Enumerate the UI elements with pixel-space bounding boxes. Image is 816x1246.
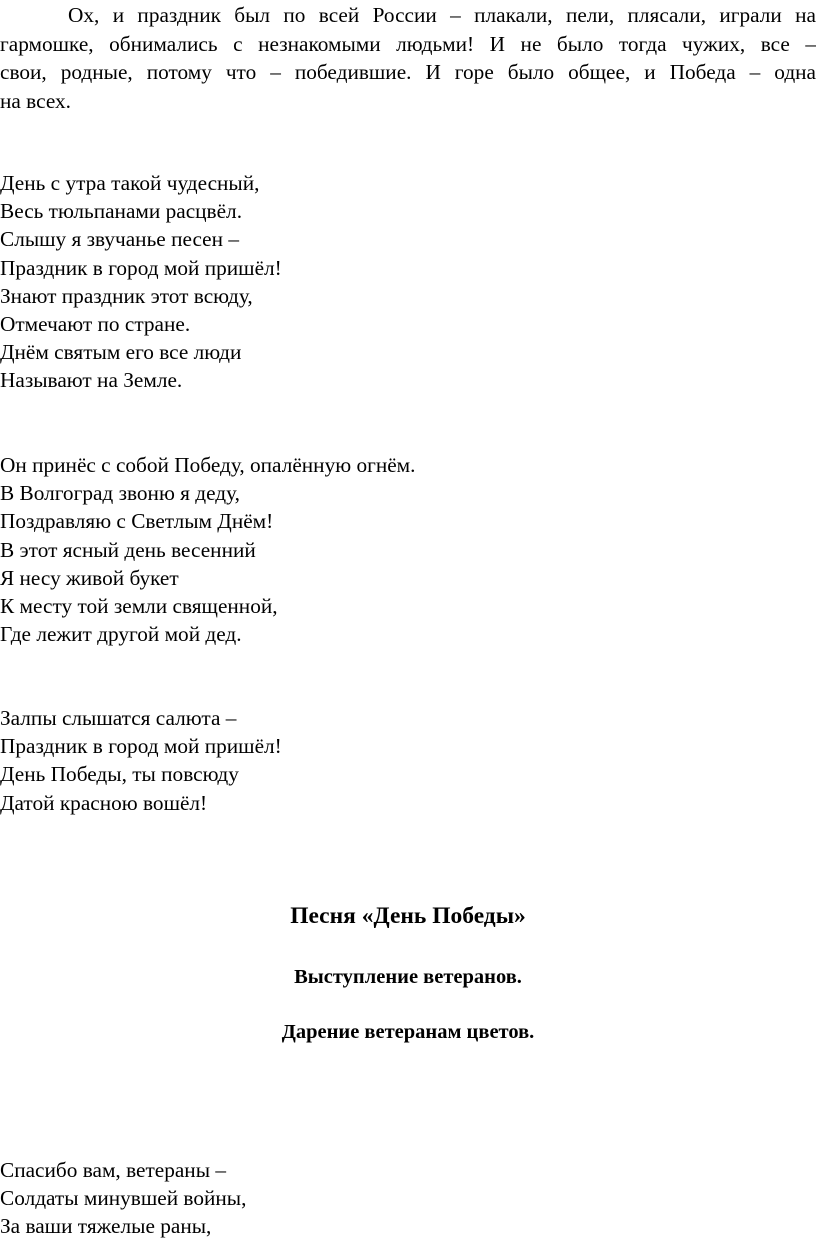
poem-line: Спасибо вам, ветераны – (0, 1158, 226, 1182)
veterans-heading: Выступление ветеранов. (294, 966, 522, 988)
poem-line: Солдаты минувшей войны, (0, 1186, 247, 1211)
intro-line: Ох, и праздник был по всей России – плакали, пели, плясали, играли на (68, 3, 816, 27)
intro-line: свои, родные, потому что – победившие. И горе было общее, и Победа – одна (0, 60, 816, 85)
poem-line: Залпы слышатся салюта – (0, 706, 237, 730)
poem-line: День Победы, ты повсюду (0, 762, 239, 787)
poem-line: Знают праздник этот всюду, (0, 283, 253, 308)
intro-line: гармошке, обнимались с незнакомыми людьми! И не было тогда чужих, все – (0, 31, 816, 56)
poem-line: Праздник в город мой пришёл! (0, 734, 282, 759)
poem-line: Поздравляю с Светлым Днём! (0, 509, 274, 534)
poem-line: Слышу я звучанье песен – (0, 227, 239, 252)
poem-line: Днём святым его все люди (0, 340, 242, 365)
poem-line: В Волгоград звоню я деду, (0, 481, 240, 506)
poem-stanza-3 (0, 704, 282, 817)
poem-line: Весь тюльпанами расцвёл. (0, 199, 243, 224)
poem-line: Отмечают по стране. (0, 312, 191, 337)
poem-line: Где лежит другой мой дед. (0, 622, 242, 647)
poem-line: Праздник в город мой пришёл! (0, 255, 282, 280)
intro-paragraph (0, 1, 816, 115)
poem-line: Датой красною вошёл! (0, 790, 208, 815)
poem-stanza-4 (0, 1156, 246, 1241)
poem-stanza-2 (0, 451, 416, 648)
poem-line: День с утра такой чудесный, (0, 171, 260, 195)
poem-line: К месту той земли священной, (0, 594, 278, 619)
intro-line: на всех. (0, 88, 71, 113)
poem-stanza-1 (0, 169, 282, 395)
poem-line: За ваши тяжелые раны, (0, 1214, 212, 1239)
song-heading: Песня «День Победы» (290, 903, 526, 929)
poem-line: Он принёс с собой Победу, опалённую огнём. (0, 453, 416, 477)
poem-line: Я несу живой букет (0, 565, 179, 590)
poem-line: В этот ясный день весенний (0, 537, 256, 562)
flowers-heading: Дарение ветеранам цветов. (281, 1021, 535, 1043)
poem-line: Называют на Земле. (0, 368, 183, 393)
